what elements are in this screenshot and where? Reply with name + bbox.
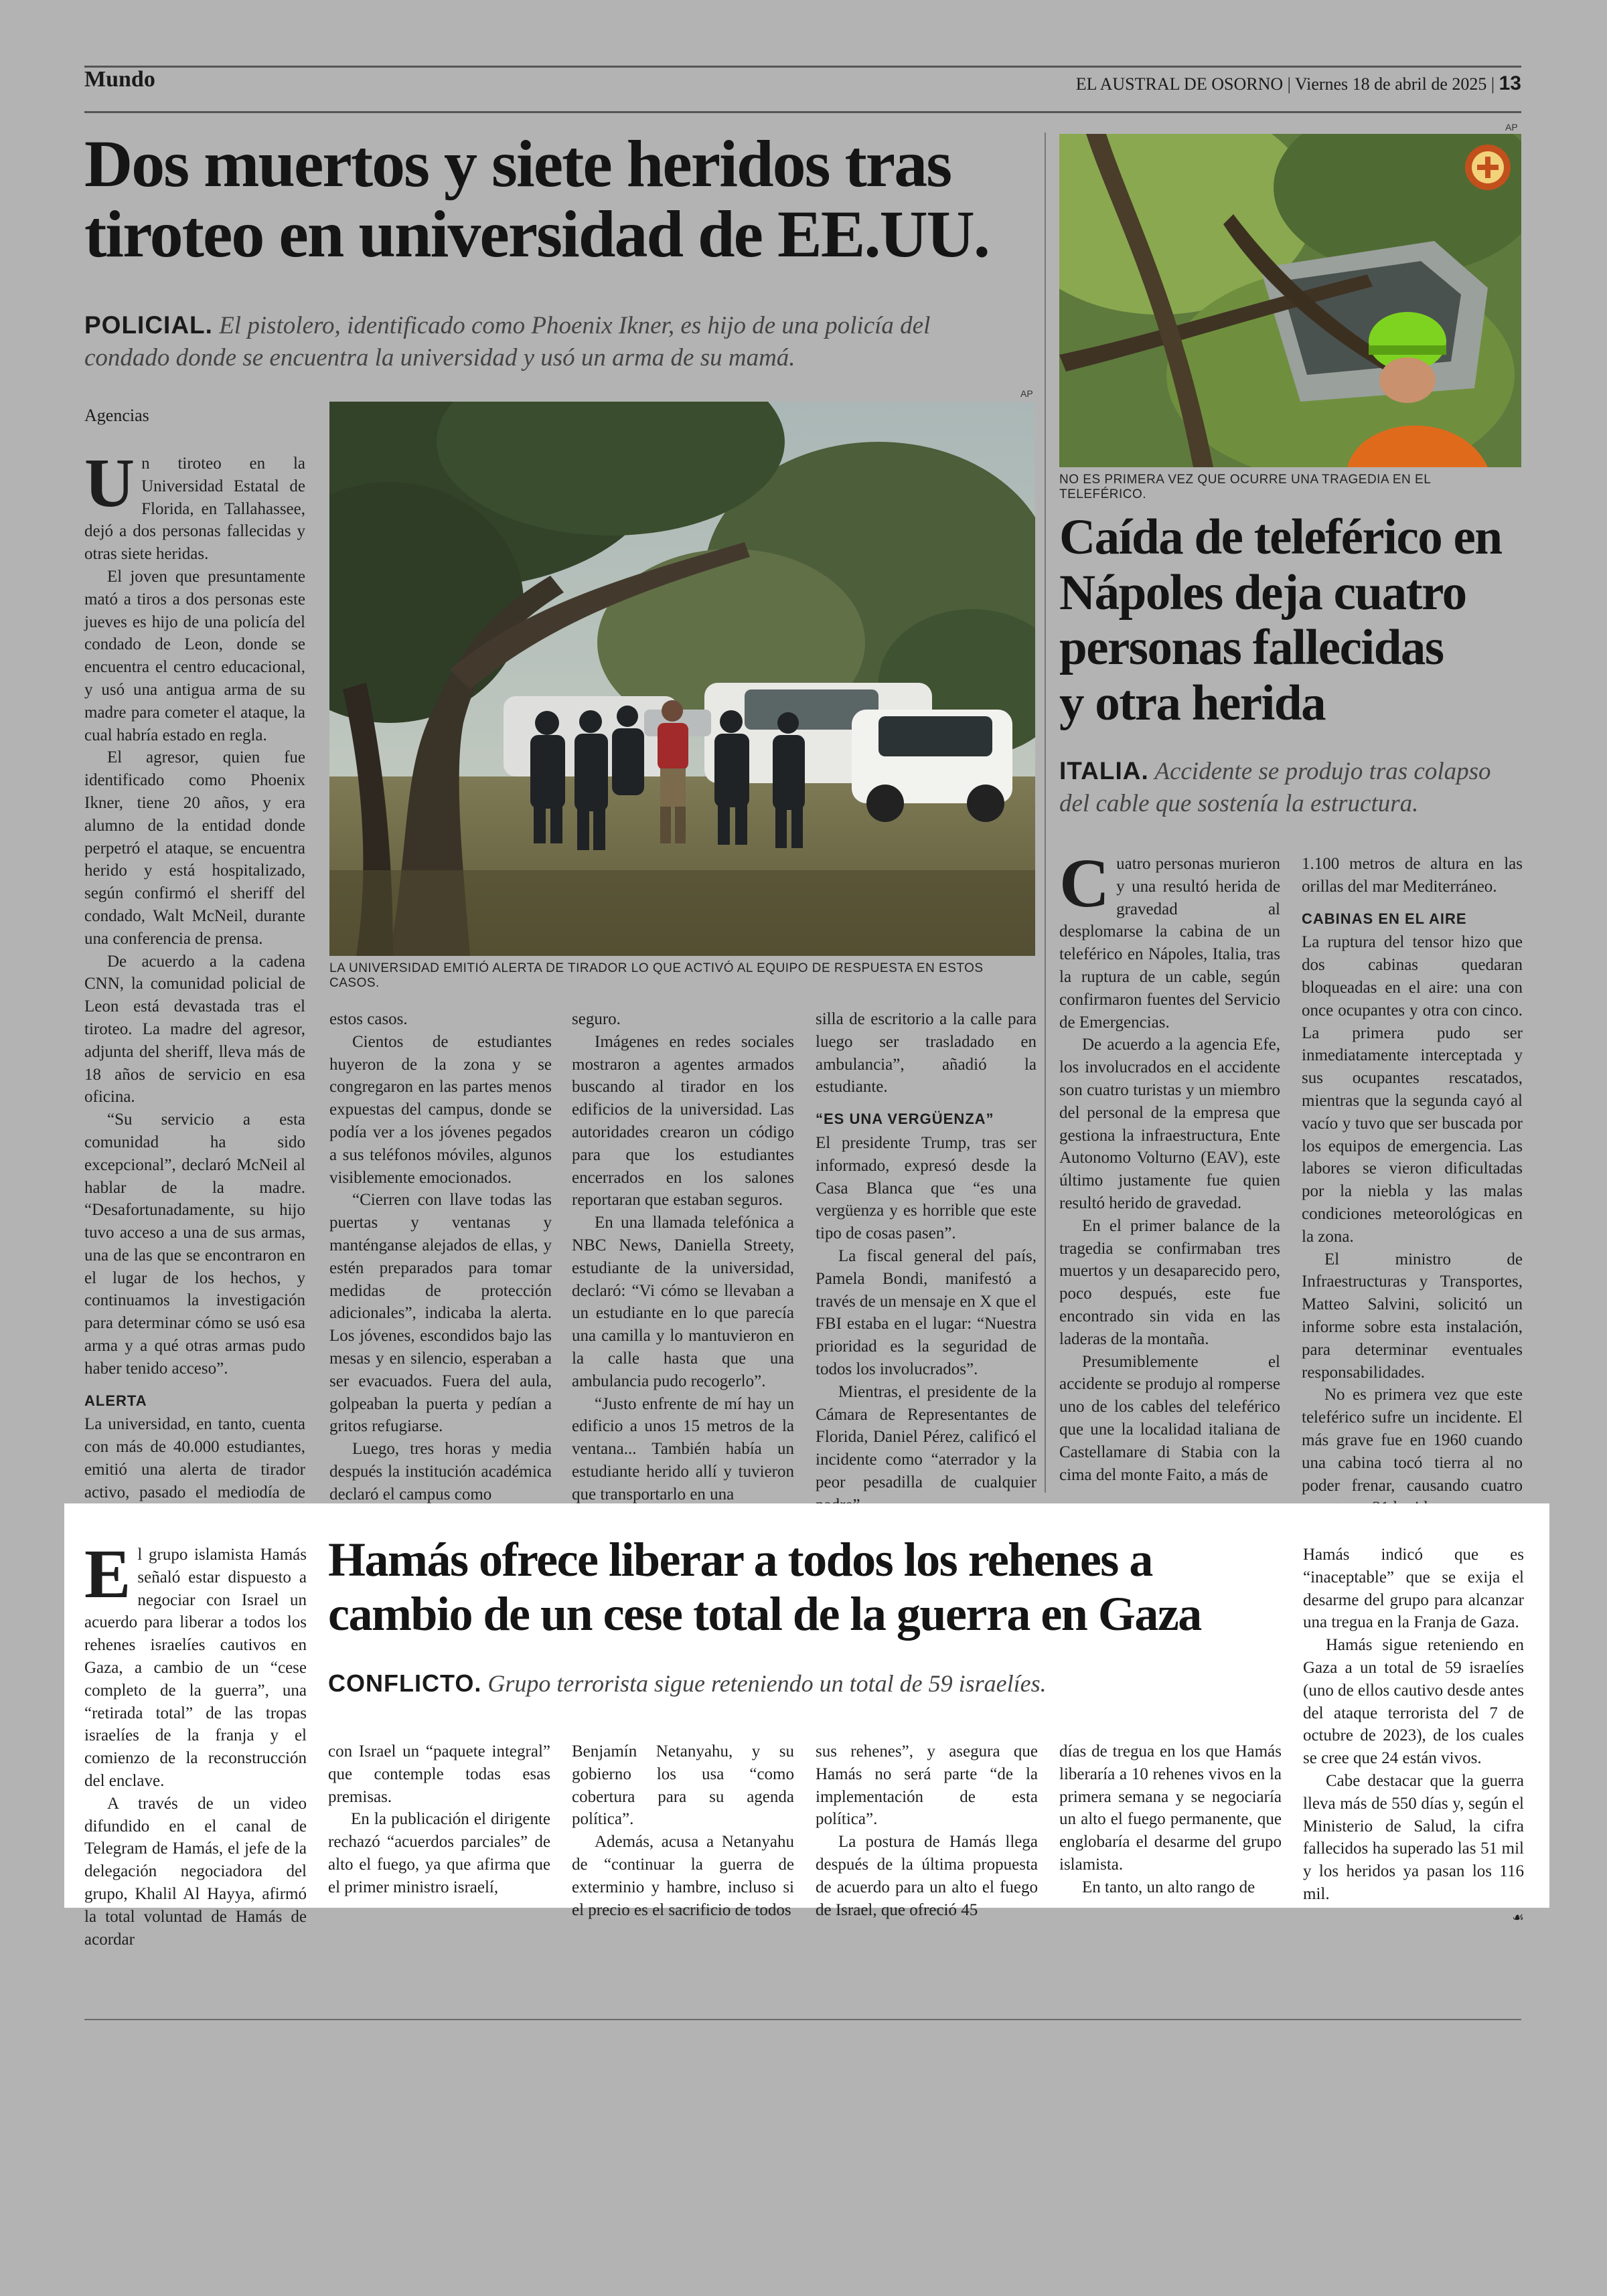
bottom-col6-paragraph-3: Cabe destacar que la guerra lleva más de 550 días y, según el Ministerio de Salud, la cifra fallecidos ha superado las 51 mil y los heridos ya pasan los 116 mil. xyxy=(1303,1771,1524,1903)
side-column-2 xyxy=(1302,853,1523,1543)
bottom-col3-paragraph-2: Además, acusa a Netanyahu de “continuar la guerra de exterminio y hambre, incluso si el precio es el sacrificio de todos xyxy=(572,1833,794,1919)
side-deck-line-1 xyxy=(1059,755,1521,788)
main-col1-paragraph-4: De acuerdo a la cadena CNN, la comunidad policial de Leon está devastada tras el tiroteo. La madre del agresor, adjunta del sheriff, lleva más de 18 años de servicio en esa oficina. xyxy=(84,952,305,1106)
main-col1-paragraph-3: El agresor, quien fue identificado como Phoenix Ikner, tiene 20 años, y era alumno de la entidad donde perpetró el ataque, se encuentra herido y está hospitalizado, según confirmó el sheriff del condado, Walt McNeil, durante una conferencia de prensa. xyxy=(84,748,305,948)
main-col2-paragraph-4: Luego, tres horas y media después la institución académica declaró el campus como xyxy=(329,1440,552,1503)
bottom-dropcap: E xyxy=(84,1536,131,1613)
main-column-3 xyxy=(572,1008,794,1506)
main-photo-credit: AP xyxy=(1020,388,1033,399)
side-col1-paragraph-1: uatro personas murieron y una resultó herida de gravedad al desplomarse la cabina de un teleférico en Nápoles, Italia, tras la ruptura de un cable, según confirmaron fuentes del Servicio de Emergencias. xyxy=(1059,855,1280,1032)
top-rule xyxy=(84,66,1521,68)
side-headline-line-4: y otra herida xyxy=(1059,675,1326,731)
main-col1-paragraph-6: La universidad, en tanto, cuenta con más de 40.000 estudiantes, emitió una alerta de tirador activo, pasado el mediodía de xyxy=(84,1415,305,1501)
bottom-end-mark: ☙ xyxy=(1512,1908,1524,1925)
bottom-column-4 xyxy=(816,1740,1038,1921)
side-col1-paragraph-2: De acuerdo a la agencia Efe, los involucrados en el accidente son cuatro turistas y un miembro del personal de la empresa que gestiona la infraestructura, Ente Autonomo Volturno (EAV), este último justamente fue quien resultó herido de gravedad. xyxy=(1059,1036,1280,1212)
main-deck-line-1 xyxy=(84,309,1049,342)
side-deck-line-2: del cable que sostenía la estructura. xyxy=(1059,790,1419,818)
bottom-page-rule xyxy=(84,2019,1521,2020)
main-subhead-alerta: ALERTA xyxy=(84,1392,147,1409)
main-col3-paragraph-1: seguro. xyxy=(572,1010,621,1028)
main-byline: Agencias xyxy=(84,406,149,425)
bottom-col6-paragraph-1: Hamás indicó que es “inaceptable” que se exija el desarme del grupo para alcanzar una tregua en la Franja de Gaza. xyxy=(1303,1546,1524,1632)
side-dropcap: C xyxy=(1059,845,1110,922)
main-col3-paragraph-3: En una llamada telefónica a NBC News, Daniella Streety, estudiante de la universidad, declaró: “Vi cómo se llevaban a un estudiante en lo que parecía una camilla y lo mantuvieron en la calle hasta que una ambulancia pudo recogerlo”. xyxy=(572,1214,794,1390)
side-col2-paragraph-1: 1.100 metros de altura en las orillas del mar Mediterráneo. xyxy=(1302,855,1523,896)
bottom-col3-paragraph-1: Benjamín Netanyahu, y su gobierno los usa “como cobertura para su agenda política”. xyxy=(572,1742,794,1829)
main-col3-paragraph-4: “Justo enfrente de mí hay un edificio a unos 15 metros de la ventana... También había un estudiante herido allí y tuvieron que transportarlo en una xyxy=(572,1394,794,1503)
side-kicker: ITALIA. xyxy=(1059,757,1149,785)
main-subhead-verguenza: “ES UNA VERGÜENZA” xyxy=(816,1111,994,1128)
campus-scene-image xyxy=(329,402,1035,956)
main-column-2 xyxy=(329,1008,552,1506)
side-col2-paragraph-3: El ministro de Infraestructuras y Transportes, Matteo Salvini, solicitó un informe sobre esta instalación, para determinar eventuales responsabilidades. xyxy=(1302,1250,1523,1382)
bottom-col2-paragraph-1: con Israel un “paquete integral” que contemple todas esas premisas. xyxy=(328,1742,550,1806)
side-photo-credit: AP xyxy=(1505,122,1518,133)
main-col2-paragraph-2: Cientos de estudiantes huyeron de la zona y se congregaron en las partes menos expuestas del campus, donde se podía ver a los jóvenes pegados a sus teléfonos móviles, algunos visiblemente emocionados. xyxy=(329,1032,552,1187)
main-column-1 xyxy=(84,444,305,1549)
side-col2-paragraph-4: No es primera vez que este teleférico sufre un incidente. El más grave fue en 1960 cuando una cabina tocó tierra al no poder frenar, causando cuatro xyxy=(1302,1386,1523,1495)
side-deck-text-1: Accidente se produjo tras colapso xyxy=(1154,758,1491,785)
bottom-headline-line-1: Hamás ofrece liberar a todos los rehenes a xyxy=(328,1533,1152,1586)
side-column-1 xyxy=(1059,845,1280,1486)
main-kicker: POLICIAL. xyxy=(84,311,213,339)
bottom-headline-line-2: cambio de un cese total de la guerra en Gaza xyxy=(328,1586,1201,1641)
bottom-col6-paragraph-2: Hamás sigue reteniendo en Gaza a un total de 59 israelíes (uno de ellos cautivo desde antes del ataque terrorista del 7 de octubre de 2023), de los cuales se cree que 24 están vivos. xyxy=(1303,1636,1524,1768)
side-headline-line-2: Nápoles deja cuatro xyxy=(1059,564,1466,621)
page-number: 13 xyxy=(1499,72,1521,94)
cable-car-rescue-image xyxy=(1059,134,1521,467)
bottom-col1-paragraph-1: l grupo islamista Hamás señaló estar dispuesto a negociar con Israel un acuerdo para liberar a todos los rehenes israelíes cautivos en Gaza, a cambio de un “cese completo de la guerra”, una “retirada total” de las tropas israelíes de la franja y el comienzo de la reconstrucción del enclave. xyxy=(84,1546,307,1790)
side-col2-paragraph-2: La ruptura del tensor hizo que dos cabinas quedaran bloqueadas en el aire: una con once ocupantes y otra con cinco. La primera pudo ser inmediatamente interceptada y sus ocupantes rescatados, mientras que la segunda cayó al vacío y tuvo que ser buscada por los equipos de emergencia. Las labores se vieron dificultadas por la niebla y las malas condiciones meteorológicas en la zona. xyxy=(1302,933,1523,1246)
bottom-column-1 xyxy=(84,1536,307,1951)
main-column-4 xyxy=(816,1008,1037,1540)
section-name: Mundo xyxy=(84,67,155,92)
main-dropcap: U xyxy=(84,444,135,521)
main-photo-caption: LA UNIVERSIDAD EMITIÓ ALERTA DE TIRADOR LO QUE ACTIVÓ AL EQUIPO DE RESPUESTA EN ESTOS CASOS. xyxy=(329,961,984,990)
main-photo xyxy=(329,402,1035,956)
bottom-column-6 xyxy=(1303,1544,1524,1929)
issue-date: Viernes 18 de abril de 2025 xyxy=(1294,74,1487,94)
main-col1-paragraph-1: n tiroteo en la Universidad Estatal de Florida, en Tallahassee, dejó a dos personas fallecidas y otras siete heridas. xyxy=(84,455,305,564)
side-deck xyxy=(1059,755,1521,820)
main-col1-paragraph-2: El joven que presuntamente mató a tiros a dos personas este jueves es hijo de una policía del condado de Leon, donde se encuentra el centro educacional, y usó una antigua arma de su madre para cometer el ataque, la cual habría estado en regla. xyxy=(84,567,305,744)
bottom-col5-paragraph-1: días de tregua en los que Hamás liberaría a 10 rehenes vivos en la primera semana y se negociaría un alto el fuego permanente, que englobaría el desarme del grupo islamista. xyxy=(1059,1742,1282,1874)
side-photo xyxy=(1059,134,1521,467)
page-folio: EL AUSTRAL DE OSORNO | Viernes 18 de abril de 2025 | 13 xyxy=(1075,72,1521,94)
side-headline-line-1: Caída de teleférico en xyxy=(1059,509,1502,565)
main-col4-paragraph-2: El presidente Trump, tras ser informado, expresó desde la Casa Blanca que “es una vergüenza y es horrible que este tipo de cosas pasen”. xyxy=(816,1133,1037,1243)
main-col1-paragraph-5: “Su servicio a esta comunidad ha sido excepcional”, declaró McNeil al hablar de la madre. “Desafortunadamente, su hijo tuvo acceso a una de sus armas, una de las que se encontraron en el lugar de los hechos, y continuamos la investigación para determinar cómo se usó esa arma y a qué otras armas pudo haber tenido acceso”. xyxy=(84,1111,305,1378)
main-headline-line-1: Dos muertos y siete heridos tras xyxy=(84,127,951,201)
bottom-deck xyxy=(328,1668,1292,1700)
bottom-column-5 xyxy=(1059,1740,1282,1899)
side-col1-paragraph-3: En el primer balance de la tragedia se confirmaban tres muertos y un desaparecido pero, poco después, este fue encontrado sin vida en las laderas de la montaña. xyxy=(1059,1216,1280,1348)
bottom-col2-paragraph-2: En la publicación el dirigente rechazó “acuerdos parciales” de alto el fuego, ya que afirma que el primer ministro israelí, xyxy=(328,1810,550,1896)
header-underline xyxy=(84,111,1521,113)
side-photo-caption: NO ES PRIMERA VEZ QUE OCURRE UNA TRAGEDIA EN EL TELEFÉRICO. xyxy=(1059,473,1431,501)
main-headline xyxy=(84,129,1049,269)
side-headline xyxy=(1059,510,1521,731)
side-col1-paragraph-4: Presumiblemente el accidente se produjo al romperse uno de los cables del teleférico que une la localidad italiana de Castellamare di Stabia con la cima del monte Faito, a más de xyxy=(1059,1352,1280,1484)
bottom-col5-paragraph-2: En tanto, un alto rango de xyxy=(1082,1878,1255,1896)
bottom-deck-text: Grupo terrorista sigue reteniendo un total de 59 israelíes. xyxy=(487,1670,1047,1697)
bottom-col4-paragraph-2: La postura de Hamás llega después de la última propuesta de acuerdo para un alto el fuego de Israel, que ofreció 45 xyxy=(816,1833,1038,1919)
main-col4-paragraph-3: La fiscal general del país, Pamela Bondi, manifestó a través de un mensaje en X que el FBI estaba en el lugar: “Nuestra prioridad es la seguridad de todos los involucrados”. xyxy=(816,1246,1037,1378)
main-col2-paragraph-3: “Cierren con llave todas las puertas y ventanas y manténganse alejados de ellas, y estén preparados para tomar medidas de protección adicionales”, indicaba la alerta. Los jóvenes, escondidos bajo las mesas y en silencio, esperaban a ser evacuados. Fuera del aula, golpeaban la puerta y pedían a gritos refugiarse. xyxy=(329,1191,552,1436)
side-headline-line-3: personas fallecidas xyxy=(1059,620,1444,675)
bottom-end-mark-wrap xyxy=(1303,1906,1524,1929)
bottom-column-3 xyxy=(572,1740,794,1921)
main-col4-paragraph-4: Mientras, el presidente de la Cámara de Representantes de Florida, Daniel Pérez, calificó el incidente como “aterrador y la peor pesadilla de cualquier xyxy=(816,1382,1037,1491)
main-deck-text-1: El pistolero, identificado como Phoenix Ikner, es hijo de una policía del xyxy=(219,312,931,339)
main-headline-line-2: tiroteo en universidad de EE.UU. xyxy=(84,197,989,271)
main-col4-paragraph-1: silla de escritorio a la calle para luego ser trasladado en ambulancia”, añadió la estudiante. xyxy=(816,1010,1037,1096)
main-deck-line-2: condado donde se encuentra la universidad y usó un arma de su mamá. xyxy=(84,344,795,372)
bottom-col4-paragraph-1: sus rehenes”, y asegura que Hamás no será parte “de la implementación de esta política”. xyxy=(816,1742,1038,1829)
main-col3-paragraph-2: Imágenes en redes sociales mostraron a agentes armados buscando al tirador en los edificios de la universidad. Las autoridades crearon un código para que los estudiantes encerrados en los salones reportaran que estaban seguros. xyxy=(572,1032,794,1210)
main-deck xyxy=(84,309,1049,374)
publication-name: EL AUSTRAL DE OSORNO xyxy=(1075,74,1284,94)
bottom-column-2 xyxy=(328,1740,550,1899)
bottom-kicker: CONFLICTO. xyxy=(328,1669,482,1697)
main-col2-paragraph-1: estos casos. xyxy=(329,1010,408,1028)
bottom-col1-paragraph-2: A través de un video difundido en el canal de Telegram de Hamás, el jefe de la delegación negociadora del grupo, Khalil Al Hayya, afirmó la total voluntad de Hamás de acordar xyxy=(84,1794,307,1949)
bottom-headline xyxy=(328,1533,1292,1641)
side-subhead-cabinas: CABINAS EN EL AIRE xyxy=(1302,910,1467,927)
